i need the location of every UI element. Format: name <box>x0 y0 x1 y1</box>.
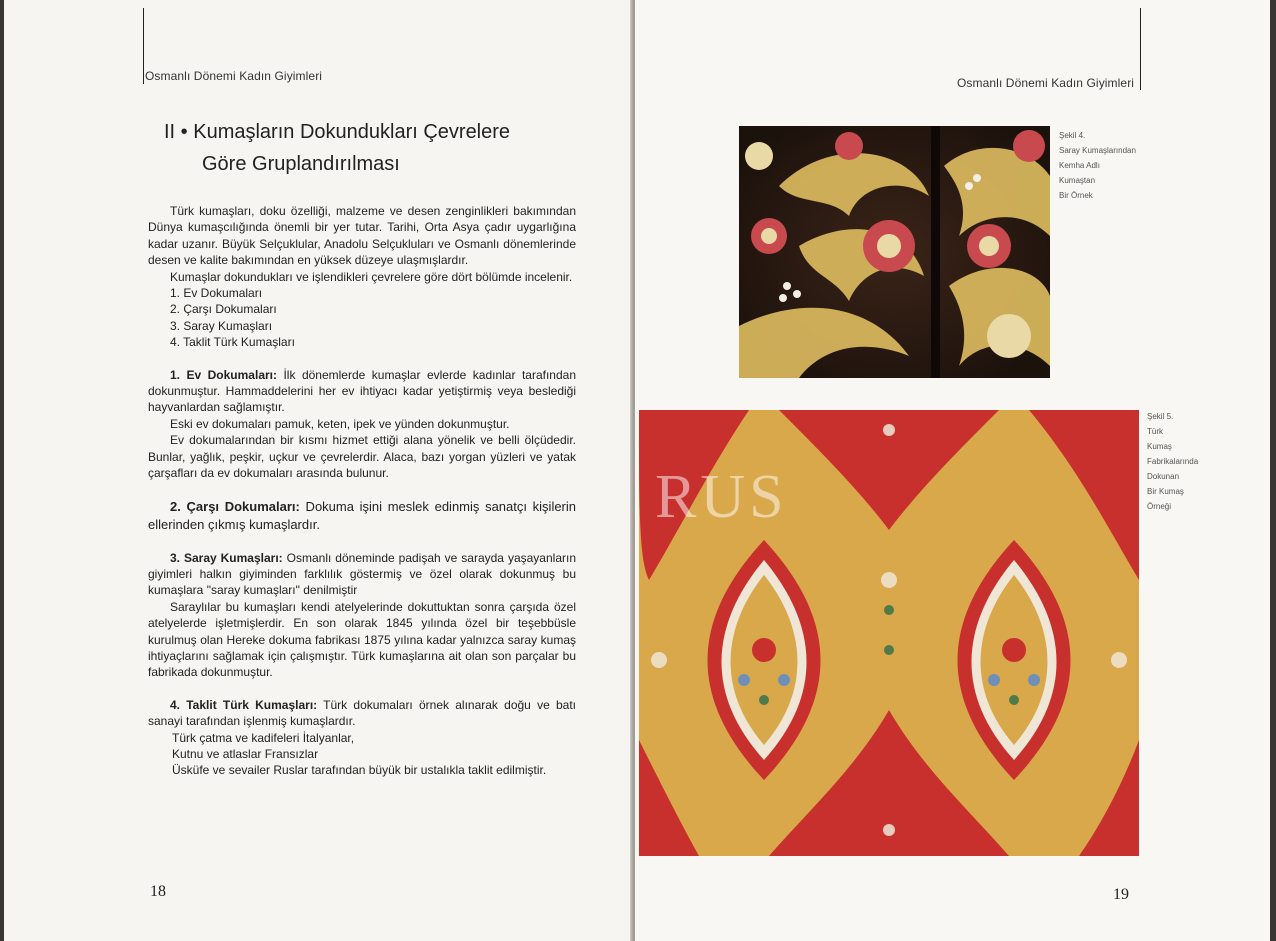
section-title: 2. Çarşı Dokumaları: <box>170 498 300 514</box>
figure-4-caption: Şekil 4. Saray Kumaşlarından Kemha Adlı Kumaştan Bir Örnek <box>1059 131 1136 200</box>
list-item: 1. Ev Dokumaları <box>170 286 263 301</box>
section-title: 1. Ev Dokumaları: <box>170 367 277 382</box>
intro-paragraph-2: Kumaşlar dokundukları ve işlendikleri çevrelere göre dört bölümde incelenir. <box>170 269 573 284</box>
section-saray-kumaslari: 3. Saray Kumaşları: Osmanlı döneminde padişah ve sarayda yaşayanların giyimleri halkın giyiminden farklılık göstermiş ve özel olarak dokunmuş bu kumaşlara "saray kumaşları" denilmiştir <box>148 550 576 598</box>
intro-paragraph: Türk kumaşları, doku özelliği, malzeme ve desen zenginlikleri bakımından Dünya kumaşcılığında önemli bir yer tutar. Tarihi, Orta Asya çadır uygarlığına kadar uzanır. Büyük Selçuklular, Anadolu Selçukluları ve Osmanlı dönemlerinde desen ve kalite bakımından en yüksek düzeye ulaşmışlardır. <box>148 204 576 268</box>
imitation-line: Türk çatma ve kadifeleri İtalyanlar, <box>172 730 355 745</box>
figure-5-turkish-fabric <box>639 410 1139 856</box>
section-title: 4. Taklit Türk Kumaşları: <box>170 697 318 712</box>
imitation-line: Üsküfe ve sevailer Ruslar tarafından büyük bir ustalıkla taklit edilmiştir. <box>172 763 547 778</box>
paragraph: Ev dokumalarından bir kısmı hizmet ettiği alana yönelik ve belli ölçüdedir. Bunlar, yağlık, peşkir, uçkur ve çevrelerdir. Alaca, bazı yorgan yüzleri ve yatak çarşafları da ev dokumaları arasında bulunur. <box>148 433 576 481</box>
running-head: Osmanlı Dönemi Kadın Giyimleri <box>145 69 323 83</box>
body-text <box>148 203 576 779</box>
heading-line-2: Göre Gruplandırılması <box>202 153 400 175</box>
header-rule <box>1140 8 1141 90</box>
heading-line-1: II • Kumaşların Dokundukları Çevrelere <box>164 121 511 143</box>
category-list <box>148 285 576 351</box>
imitation-line: Kutnu ve atlaslar Fransızlar <box>172 746 319 761</box>
left-page <box>4 0 632 941</box>
page-number: 18 <box>150 883 166 900</box>
running-head: Osmanlı Dönemi Kadın Giyimleri <box>957 76 1135 90</box>
figure-4-kemha-fabric <box>739 126 1050 378</box>
header-rule <box>143 8 144 84</box>
list-item: 4. Taklit Türk Kumaşları <box>170 335 295 350</box>
paragraph: Saraylılar bu kumaşları kendi atelyelerinde dokuttuktan sonra çarşıda özel atelyelerde işletmişlerdir. En son olarak 1845 yılında özel bir teşebbüsle kurulmuş olan Hereke dokuma fabrikası 1875 yılına kadar yalnızca saray kumaş ihtiyaçlarını sağlamak için çalışmıştır. Türk kumaşlarına ait olan son parçalar bu fabrikada dokunmuştur. <box>148 599 576 680</box>
chapter-heading <box>164 116 510 180</box>
section-ev-dokumalari: 1. Ev Dokumaları: İlk dönemlerde kumaşlar evlerde kadınlar tarafından dokunmuştur. Hammaddelerini her ev ihtiyacı kadar yetiştirmiş veya beslediği hayvanlardan sağlamıştır. <box>148 367 576 415</box>
right-page <box>635 0 1270 941</box>
book-spread <box>4 0 1270 941</box>
section-carsi-dokumalari: 2. Çarşı Dokumaları: Dokuma işini meslek edinmiş sanatçı kişilerin ellerinden çıkmış kumaşlardır. <box>148 498 577 532</box>
list-item: 3. Saray Kumaşları <box>170 318 273 333</box>
page-number: 19 <box>1113 886 1129 903</box>
section-taklit-turk-kumaslari: 4. Taklit Türk Kumaşları: Türk dokumaları örnek alınarak doğu ve batı sanayi tarafından işlenmiş kumaşlardır. <box>148 697 576 729</box>
list-item: 2. Çarşı Dokumaları <box>170 302 277 317</box>
watermark: RUS <box>655 463 788 531</box>
kemha-fabric-image <box>739 126 1050 378</box>
paragraph: Eski ev dokumaları pamuk, keten, ipek ve yünden dokunmuştur. <box>170 416 510 431</box>
figure-5-caption: Şekil 5. Türk Kumaş Fabrikalarında Dokunan Bir Kumaş Örneği <box>1147 412 1199 511</box>
section-title: 3. Saray Kumaşları: <box>170 550 283 565</box>
